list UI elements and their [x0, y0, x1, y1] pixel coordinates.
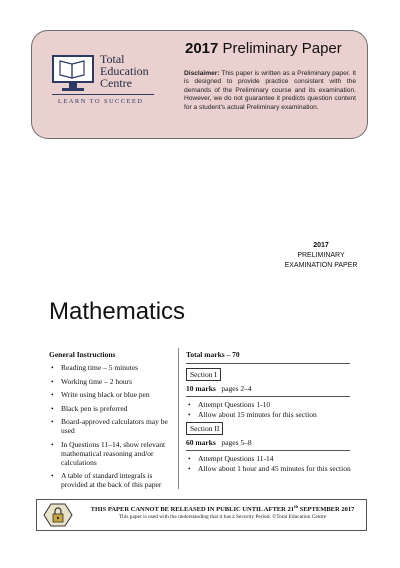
section-1-list: [186, 400, 356, 419]
tec-logo: [52, 53, 162, 103]
column-divider: [178, 348, 179, 489]
section-item: • Attempt Questions 1-10: [186, 400, 356, 409]
security-period-note: This paper is used with the understanding that it has a Security Period. ©Total Education Centre: [118, 514, 327, 520]
instruction-item: • Board-approved calculators may be used: [49, 417, 174, 435]
logo-tagline: LEARN TO SUCCEED: [58, 98, 144, 105]
exam-line-1: PRELIMINARY: [297, 252, 345, 259]
release-notice-pre: THIS PAPER CANNOT BE RELEASED IN PUBLIC UNTIL AFTER 21: [90, 506, 294, 514]
exam-line-2: EXAMINATION PAPER: [284, 262, 358, 269]
section-1-label: Section I: [186, 368, 221, 381]
divider: [186, 363, 350, 364]
disclaimer-label: Disclaimer:: [184, 70, 220, 77]
exam-block: [281, 241, 361, 271]
section-1-marks-value: 10 marks: [186, 384, 216, 393]
instruction-item: • A table of standard integrals is provided at the back of this paper: [49, 471, 174, 489]
section-2-marks: [186, 438, 356, 447]
divider: [186, 396, 350, 397]
security-lock-icon: [43, 503, 73, 527]
general-instructions: [49, 350, 174, 494]
section-1-marks: [186, 384, 356, 393]
instruction-item: • Black pen is preferred: [49, 404, 174, 413]
paper-title: [185, 40, 342, 57]
section-item: • Allow about 15 minutes for this section: [186, 410, 356, 419]
logo-line-2: Education: [100, 64, 149, 78]
divider: [186, 450, 350, 451]
logo-wordmark: [100, 53, 149, 89]
instruction-item: • Working time – 2 hours: [49, 377, 174, 386]
release-notice-sup: th: [293, 504, 298, 509]
section-item: • Allow about 1 hour and 45 minutes for this section: [186, 464, 356, 473]
release-notice-post: SEPTEMBER 2017: [297, 506, 355, 514]
release-notice: [81, 504, 364, 513]
instruction-item: • In Questions 11–14, show relevant mathematical reasoning and/or calculations: [49, 440, 174, 467]
logo-rule: [52, 94, 154, 95]
general-instructions-list: [49, 363, 174, 489]
section-2-marks-value: 60 marks: [186, 438, 216, 447]
section-2-pages: pages 5–8: [221, 438, 252, 447]
monitor-book-icon: [52, 55, 96, 93]
section-2-label: Section II: [186, 422, 223, 435]
section-2-list: [186, 454, 356, 473]
logo-line-1: Total: [100, 52, 125, 66]
exam-year: 2017: [313, 242, 329, 249]
total-marks: Total marks – 70: [186, 350, 240, 359]
subject-title: Mathematics: [49, 298, 186, 325]
paper-title-text: Preliminary Paper: [222, 40, 342, 57]
security-footer: [36, 499, 367, 531]
marks-breakdown: [186, 350, 356, 476]
section-item: • Attempt Questions 11-14: [186, 454, 356, 463]
instruction-item: • Reading time – 5 minutes: [49, 363, 174, 372]
general-instructions-heading: General Instructions: [49, 350, 116, 359]
section-1-pages: pages 2–4: [221, 384, 252, 393]
logo-line-3: Centre: [100, 76, 132, 90]
instruction-item: • Write using black or blue pen: [49, 390, 174, 399]
paper-year: 2017: [185, 40, 219, 57]
disclaimer-text: This paper is written as a Preliminary paper. It is designed to provide practice consistent with the demands of the Preliminary course and its examination. However, we do not guarantee it predicts question content for a student's actual Preliminary examination.: [184, 70, 356, 111]
disclaimer: [184, 70, 356, 112]
